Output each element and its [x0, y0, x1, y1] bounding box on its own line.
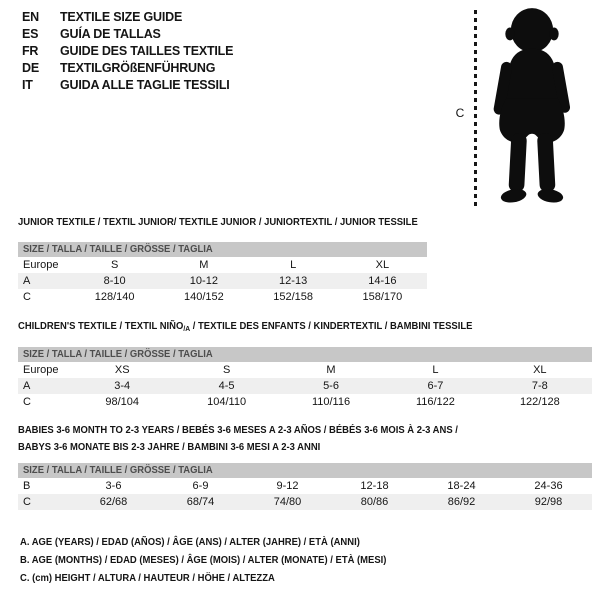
cell: 128/140 — [94, 291, 135, 303]
row-label: A — [23, 275, 31, 287]
region-header-cell: Europe — [23, 364, 59, 376]
cell: 92/98 — [534, 496, 563, 508]
babies-table-title-line1: BABIES 3-6 MONTH TO 2-3 YEARS / BEBÉS 3-6 MESES A 2-3 AÑOS / BÉBÉS 3-6 MOIS À 2-3 ANS / — [18, 424, 458, 436]
size-column-header: L — [290, 259, 297, 271]
cell: 12-18 — [360, 480, 389, 492]
language-title-list — [22, 9, 233, 94]
language-row-en — [22, 9, 233, 26]
size-column-header: S — [222, 364, 231, 376]
size-header-bar — [18, 463, 592, 478]
cell: 18-24 — [447, 480, 476, 492]
cell: 62/68 — [99, 496, 128, 508]
language-title: GUÍA DE TALLAS — [60, 27, 161, 41]
footnote-c: C. (cm) HEIGHT / ALTURA / HAUTEUR / HÖHE / ALTEZZA — [20, 572, 275, 584]
table-header-row — [18, 362, 592, 378]
cell: 152/158 — [273, 291, 313, 303]
language-row-es — [22, 26, 233, 43]
cell: 80/86 — [360, 496, 389, 508]
table-title-zone — [18, 216, 427, 242]
babies-textile-table — [18, 422, 592, 510]
language-row-fr — [22, 43, 233, 60]
size-column-header: XL — [375, 259, 390, 271]
cell: 98/104 — [105, 396, 140, 408]
row-label: C — [23, 496, 31, 508]
row-label: A — [23, 380, 31, 392]
row-label: C — [23, 396, 31, 408]
cell: 104/110 — [207, 396, 247, 408]
size-column-header: XL — [533, 364, 547, 376]
language-row-it — [22, 77, 233, 94]
row-label: B — [23, 480, 31, 492]
cell: 140/152 — [183, 291, 224, 303]
size-header-label: SIZE / TALLA / TAILLE / GRÖSSE / TAGLIA — [23, 464, 213, 476]
title-subscript: /A — [183, 324, 191, 333]
table-header-row — [18, 257, 427, 273]
size-header-label: SIZE / TALLA / TAILLE / GRÖSSE / TAGLIA — [23, 243, 213, 255]
cell: 3-4 — [114, 380, 131, 392]
language-title: GUIDA ALLE TAGLIE TESSILI — [60, 78, 230, 92]
table-row — [18, 478, 592, 494]
cell: 4-5 — [218, 380, 235, 392]
baby-silhouette-icon — [486, 6, 578, 209]
height-measure-dashed-line — [474, 10, 477, 207]
cell: 74/80 — [273, 496, 302, 508]
language-code: IT — [22, 78, 33, 92]
cell: 24-36 — [534, 480, 563, 492]
language-title: TEXTILGRÖßENFÜHRUNG — [60, 61, 216, 75]
table-title-zone — [18, 320, 592, 347]
table-title-zone — [18, 422, 592, 463]
footnote-legend — [20, 533, 427, 587]
cell: 86/92 — [447, 496, 476, 508]
height-measure-label: C — [455, 106, 465, 120]
junior-table-title: JUNIOR TEXTILE / TEXTIL JUNIOR/ TEXTILE JUNIOR / JUNIORTEXTIL / JUNIOR TESSILE — [18, 216, 418, 228]
size-header-label: SIZE / TALLA / TAILLE / GRÖSSE / TAGLIA — [23, 348, 213, 360]
size-column-header: S — [110, 259, 119, 271]
cell: 122/128 — [519, 396, 560, 408]
language-title: GUIDE DES TAILLES TEXTILE — [60, 44, 234, 58]
language-title: TEXTILE SIZE GUIDE — [60, 10, 183, 24]
cell: 10-12 — [189, 275, 218, 287]
cell: 116/122 — [415, 396, 455, 408]
junior-textile-table — [18, 216, 427, 305]
language-code: EN — [22, 10, 39, 24]
table-row — [18, 289, 427, 305]
language-code: FR — [22, 44, 39, 58]
title-text: / TEXTILE DES ENFANTS / KINDERTEXTIL / BAMBINI TESSILE — [190, 320, 473, 332]
footnote-a: A. AGE (YEARS) / EDAD (AÑOS) / ÂGE (ANS) / ALTER (JAHRE) / ETÀ (ANNI) — [20, 536, 360, 548]
size-column-header: L — [432, 364, 439, 376]
region-header-cell: Europe — [23, 259, 59, 271]
childrens-textile-table — [18, 320, 592, 410]
childrens-table-title — [18, 320, 535, 335]
cell: 9-12 — [276, 480, 299, 492]
size-column-header: M — [199, 259, 209, 271]
cell: 6-9 — [192, 480, 209, 492]
language-row-de — [22, 60, 233, 77]
language-code: ES — [22, 27, 39, 41]
cell: 158/170 — [362, 291, 403, 303]
size-column-header: M — [326, 364, 336, 376]
cell: 14-16 — [368, 275, 397, 287]
language-code: DE — [22, 61, 39, 75]
size-header-bar — [18, 242, 427, 257]
footnote-b: B. AGE (MONTHS) / EDAD (MESES) / ÂGE (MOIS) / ALTER (MONATE) / ETÀ (MESI) — [20, 554, 387, 566]
cell: 5-6 — [323, 380, 339, 392]
table-row — [18, 273, 427, 289]
cell: 12-13 — [279, 275, 308, 287]
size-header-bar — [18, 347, 592, 362]
cell: 7-8 — [531, 380, 548, 392]
table-row — [18, 378, 592, 394]
cell: 68/74 — [186, 496, 215, 508]
table-row — [18, 394, 592, 410]
table-row — [18, 494, 592, 510]
cell: 6-7 — [427, 380, 444, 392]
cell: 8-10 — [103, 275, 126, 287]
babies-table-title-line2: BABYS 3-6 MONATE BIS 2-3 JAHRE / BAMBINI 3-6 MESI A 2-3 ANNI — [18, 440, 321, 453]
cell: 3-6 — [105, 480, 122, 492]
cell: 110/116 — [311, 396, 351, 408]
row-label: C — [23, 291, 31, 303]
size-column-header: XS — [114, 364, 130, 376]
title-text: CHILDREN'S TEXTILE / TEXTIL NIÑO — [18, 320, 184, 332]
